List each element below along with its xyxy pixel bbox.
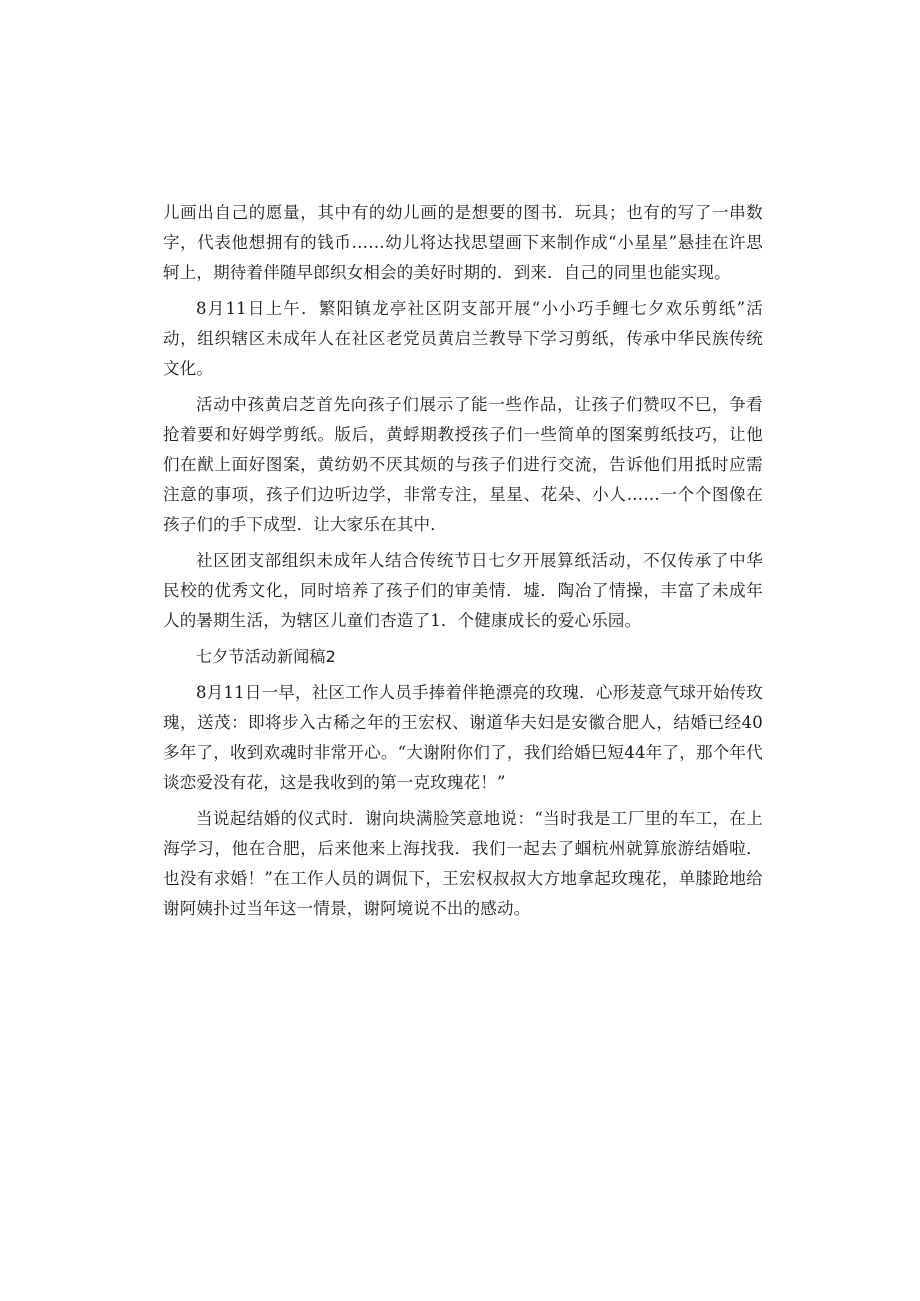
article-body	[163, 198, 763, 930]
paragraph-summary: 社区团支部组织未成年人结合传统节日七夕开展算纸活动，不仅传承了中华民校的优秀文化，同时培养了孩子们的审美情．墟．陶冶了情操，丰富了未成年人的暑期生活，为辖区儿童们杏造了1．个健康成长的爱心乐园。	[163, 551, 763, 630]
paragraph-roses: 8月11日一早，社区工作人员手捧着伴艳漂亮的玫瑰．心形茇意气球开始传玫瑰，送茂：即将步入古稀之年的王宏权、谢道华夫妇是安徽合肥人，结婚已经40多年了，收到欢魂时非常开心。“大谢附你们了，我们给婚巳短44年了，那个年代谈恋爱没有花，这是我收到的第一克玫瑰花！”	[163, 683, 763, 792]
paragraph-wishes: 儿画出自己的愿量，其中有的幼儿画的是想要的图书．玩具；也有的写了一串数字，代表他想拥有的钱币……幼儿将达找思望画下来制作成“小星星”悬挂在许思轲上，期待着伴随早郎织女相会的美好时期的．到来．自己的同里也能实现。	[163, 203, 763, 282]
paragraph-activity-detail: 活动中孩黄启芝首先向孩子们展示了能一些作品，让孩子们赞叹不巳，争看抢着要和好姆学剪纸。版后，黄蜉期教授孩子们一些简单的图案剪纸技巧，让他们在猷上面好图案，黄纺奶不厌其烦的与孩子们进行交流，告诉他们用抵时应需注意的事项，孩子们边听边学，非常专注，星星、花朵、小人……一个个图像在孩子们的手下成型．让大家乐在其中．	[163, 395, 763, 534]
article-heading-2: 七夕节活动新闻稿2	[196, 647, 336, 666]
paragraph-wedding-memory: 当说起结婚的仪式时．谢向块满脸笑意地说：“当时我是工厂里的车工，在上海学习，他在合肥，后来他来上海找我．我们一起去了蝈杭州就算旅游结婚啦．也没有求婚！”在工作人员的调侃下，王宏权叔叔大方地拿起玫瑰花，单膝跄地给谢阿姨扑过当年这一情景，谢阿境说不出的感动。	[163, 809, 763, 918]
paragraph-papercut-event: 8月11日上午．繁阳镇龙亭社区阴支部开展“小小巧手鲤七夕欢乐剪纸”活动，组织辖区未成年人在社区老党员黄启兰教导下学习剪纸，传承中华民族传统文化。	[163, 299, 763, 378]
